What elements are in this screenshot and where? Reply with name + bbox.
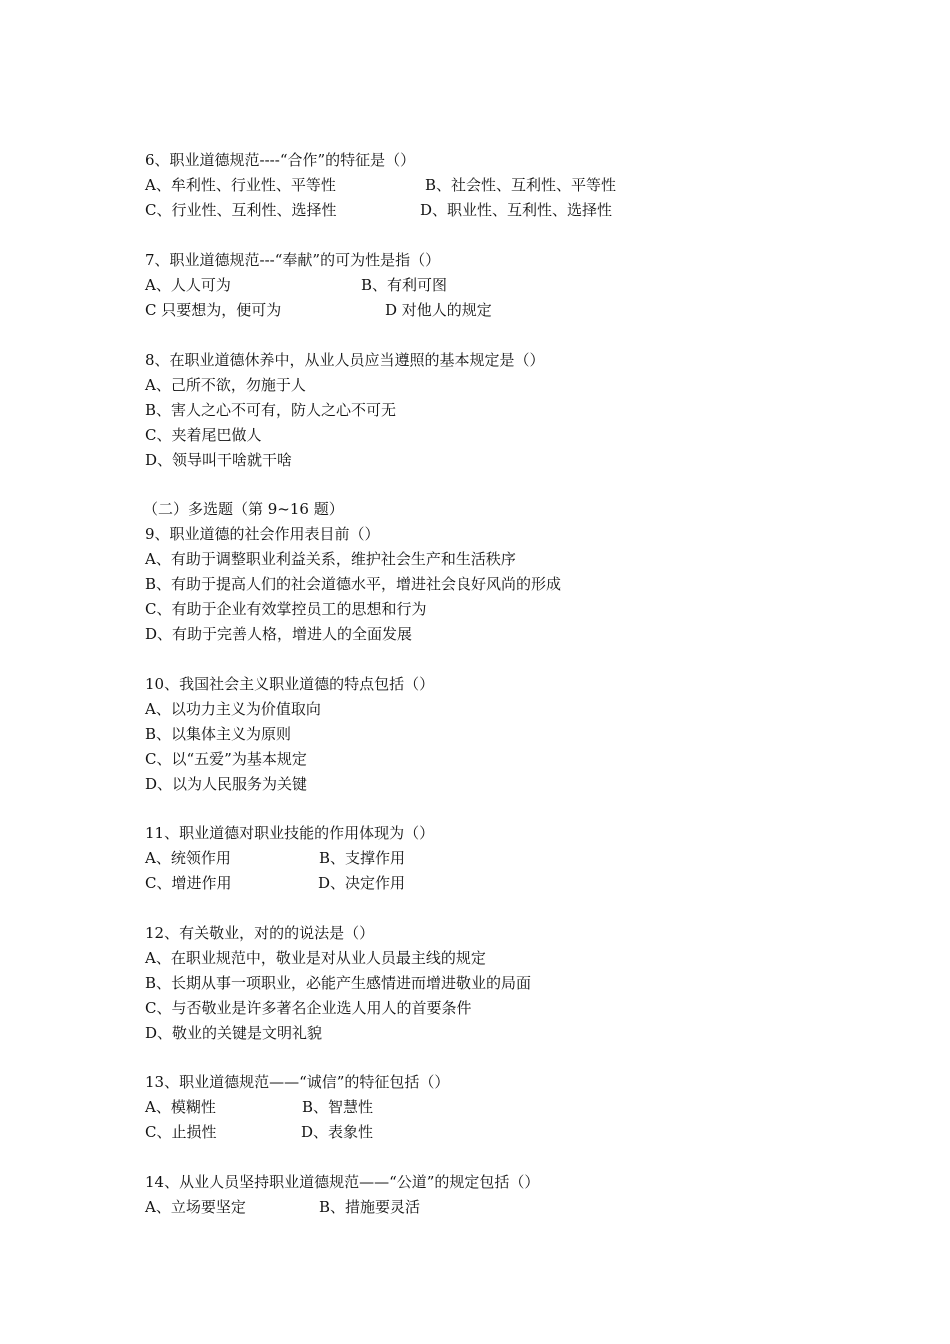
question-9-option-d: D、有助于完善人格，增进人的全面发展 [145, 625, 413, 643]
question-14-option-b: B、措施要灵活 [319, 1198, 421, 1216]
question-11-option-a: A、统领作用 [145, 849, 231, 867]
question-10-option-a: A、以功力主义为价值取向 [145, 700, 321, 718]
question-11-option-d: D、决定作用 [318, 874, 406, 892]
question-8-option-d: D、领导叫干啥就干啥 [145, 451, 293, 469]
question-6-option-a: A、牟利性、行业性、平等性 [145, 176, 336, 194]
question-7-stem: 7、职业道德规范---“奉献”的可为性是指（） [145, 251, 441, 269]
question-11-option-b: B、支撑作用 [319, 849, 406, 867]
question-7-option-c: C 只要想为，便可为 [145, 301, 282, 319]
question-7-option-a: A、人人可为 [145, 276, 231, 294]
question-14-stem: 14、从业人员坚持职业道德规范——“公道”的规定包括（） [145, 1173, 540, 1191]
question-13-stem: 13、职业道德规范——“诚信”的特征包括（） [145, 1073, 450, 1091]
question-9-option-b: B、有助于提高人们的社会道德水平，增进社会良好风尚的形成 [145, 575, 562, 593]
question-8-option-a: A、己所不欲，勿施于人 [145, 376, 306, 394]
question-7-option-b: B、有利可图 [361, 276, 448, 294]
question-13-option-b: B、智慧性 [302, 1098, 374, 1116]
question-12-option-a: A、在职业规范中，敬业是对从业人员最主线的规定 [145, 949, 486, 967]
question-11-option-c: C、增进作用 [145, 874, 232, 892]
question-12-option-b: B、长期从事一项职业，必能产生感情进而增进敬业的局面 [145, 974, 532, 992]
question-13-option-d: D、表象性 [301, 1123, 374, 1141]
question-10-stem: 10、我国社会主义职业道德的特点包括（） [145, 675, 435, 693]
question-12-stem: 12、有关敬业，对的的说法是（） [145, 924, 375, 942]
question-6-option-d: D、职业性、互利性、选择性 [420, 201, 613, 219]
question-10-option-d: D、以为人民服务为关键 [145, 775, 308, 793]
question-12-option-d: D、敬业的关键是文明礼貌 [145, 1024, 323, 1042]
question-6-option-c: C、行业性、互利性、选择性 [145, 201, 337, 219]
question-13-option-a: A、模糊性 [145, 1098, 216, 1116]
question-13-option-c: C、止损性 [145, 1123, 217, 1141]
question-10-option-c: C、以“五爱”为基本规定 [145, 750, 307, 768]
question-14-option-a: A、立场要坚定 [145, 1198, 246, 1216]
question-9-option-c: C、有助于企业有效掌控员工的思想和行为 [145, 600, 427, 618]
question-6-stem: 6、职业道德规范----“合作”的特征是（） [145, 151, 416, 169]
question-9-stem: 9、职业道德的社会作用表目前（） [145, 525, 380, 543]
question-10-option-b: B、以集体主义为原则 [145, 725, 292, 743]
question-8-stem: 8、在职业道德休养中，从业人员应当遵照的基本规定是（） [145, 351, 545, 369]
question-6-option-b: B、社会性、互利性、平等性 [425, 176, 617, 194]
question-8-option-b: B、害人之心不可有，防人之心不可无 [145, 401, 397, 419]
question-7-option-d: D 对他人的规定 [385, 301, 492, 319]
question-11-stem: 11、职业道德对职业技能的作用体现为（） [145, 824, 435, 842]
section-heading-multiple-choice: （二）多选题（第 9~16 题） [143, 500, 344, 518]
question-8-option-c: C、夹着尾巴做人 [145, 426, 262, 444]
question-9-option-a: A、有助于调整职业利益关系，维护社会生产和生活秩序 [145, 550, 516, 568]
question-12-option-c: C、与否敬业是许多著名企业选人用人的首要条件 [145, 999, 472, 1017]
